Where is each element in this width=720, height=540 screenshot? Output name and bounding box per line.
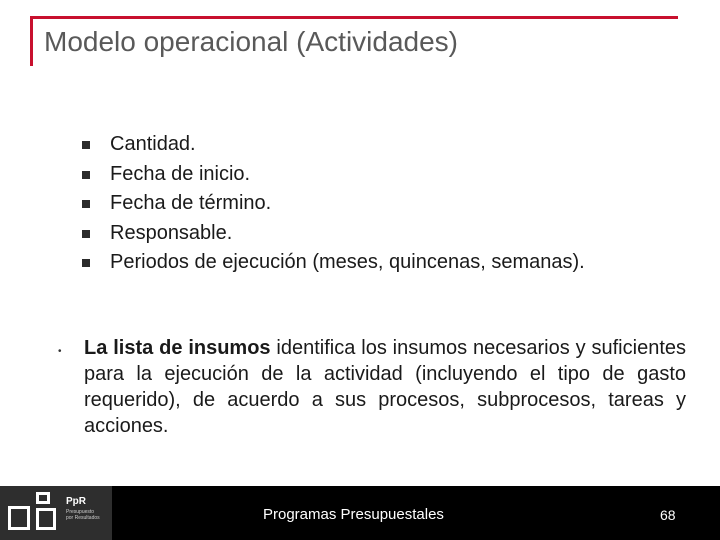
square-bullet-icon <box>82 259 90 267</box>
ppr-logo <box>0 486 112 540</box>
square-bullet-icon <box>82 141 90 149</box>
logo-square-large-icon <box>8 506 30 530</box>
round-bullet-icon: • <box>58 346 62 357</box>
square-bullet-icon <box>82 230 90 238</box>
insumos-description: identifica los insumos necesarios y suficientes para la ejecución de la actividad (incluyendo el tipo de gasto requerido), de acuerdo a sus procesos, subprocesos, tareas y acciones. <box>84 337 686 437</box>
title-frame-top-line <box>30 16 678 19</box>
title-frame-left-line <box>30 16 33 66</box>
page-number: 68 <box>660 507 676 523</box>
square-bullet-icon <box>82 171 90 179</box>
square-bullet-icon <box>82 200 90 208</box>
logo-subtitle: Presupuesto por Resultados <box>66 509 100 521</box>
insumos-paragraph <box>84 335 686 439</box>
logo-square-medium-icon <box>36 508 56 530</box>
logo-text: PpR <box>66 496 86 507</box>
footer-label: Programas Presupuestales <box>263 506 444 523</box>
slide-title: Modelo operacional (Actividades) <box>44 26 458 57</box>
insumos-bold-lead: La lista de insumos <box>84 337 271 359</box>
logo-square-small-icon <box>36 492 50 504</box>
